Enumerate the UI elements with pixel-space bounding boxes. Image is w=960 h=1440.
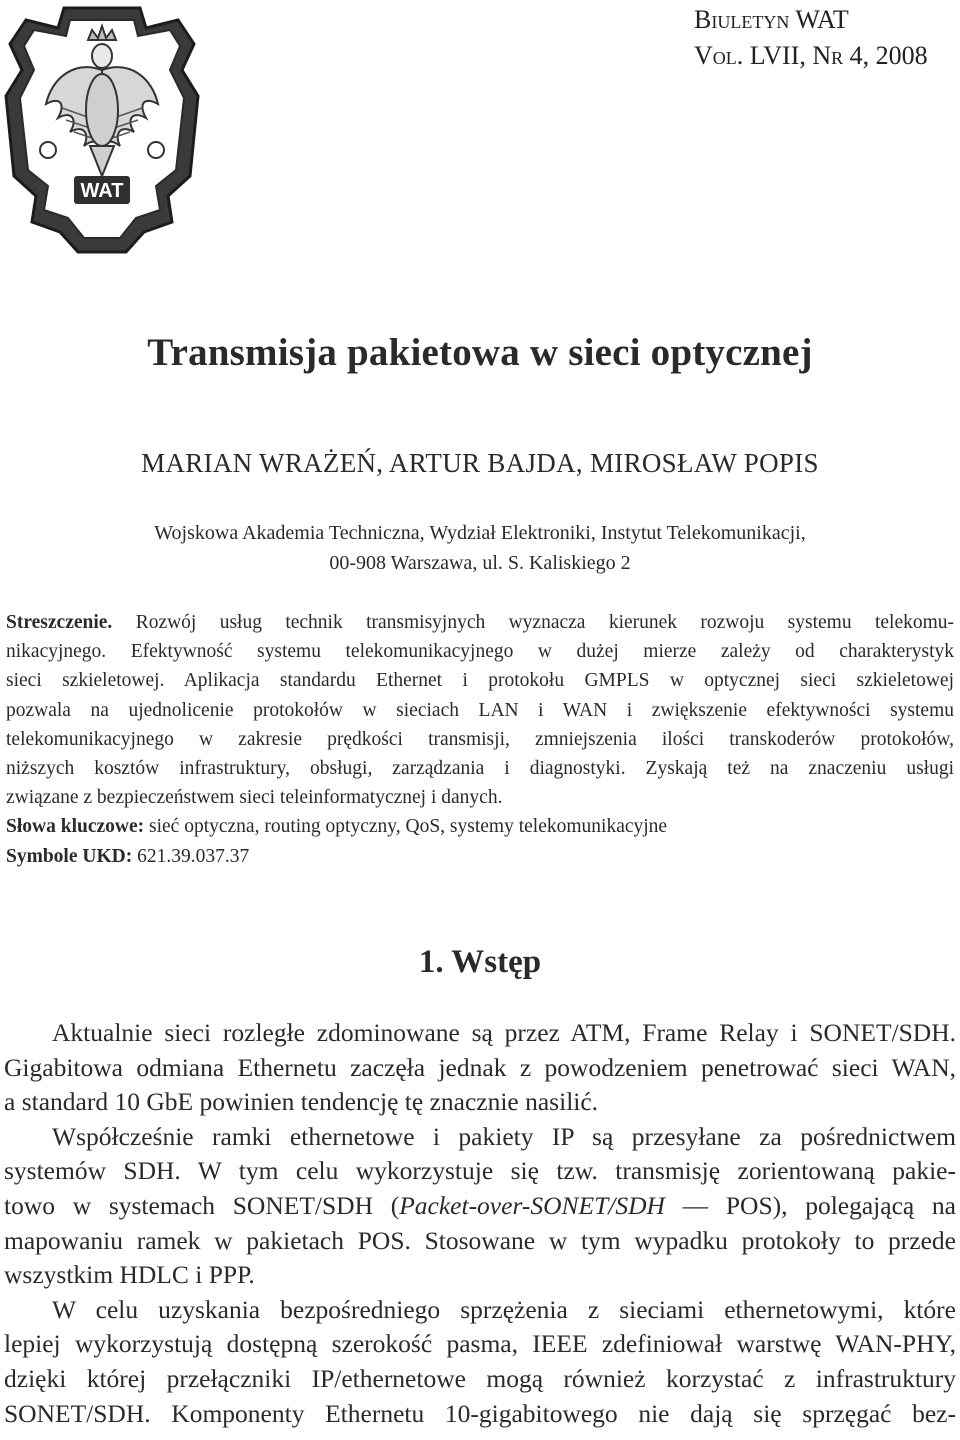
keywords-text: sieć optyczna, routing optyczny, QoS, systemy telekomunikacyjne (149, 816, 668, 838)
abstract-line: związane z bezpieczeństwem sieci teleinformatycznej i danych. (6, 787, 503, 809)
keywords-label: Słowa kluczowe: (6, 816, 145, 838)
body-line: Współcześnie ramki ethernetowe i pakiety IP są przesyłane za pośrednictwem (52, 1121, 956, 1151)
journal-volume: Vol. LVII, Nr 4, 2008 (694, 41, 928, 70)
body-line: Aktualnie sieci rozległe zdominowane są przez ATM, Frame Relay i SONET/SDH. (52, 1018, 956, 1047)
body-line (4, 1189, 956, 1224)
abstract-line: nikacyjnego. Efektywność systemu telekomunikacyjnego w dużej mierze zależy od charakterystyk (6, 641, 954, 663)
abstract-line: telekomunikacyjnego w zakresie prędkości transmisji, zmniejszenia ilości transkoderów protokołów, (6, 728, 954, 750)
abstract-line: pozwala na ujednolicenie protokołów w sieciach LAN i WAN i zwiększenie efektywności systemu (6, 699, 954, 721)
body-line: systemów SDH. W tym celu wykorzystuje się tzw. transmisję zorientowaną pakie- (4, 1156, 956, 1186)
wat-emblem-logo (4, 0, 200, 256)
body-text: towo w systemach SONET/SDH ( (4, 1190, 400, 1220)
body-line: mapowaniu ramek w pakietach POS. Stosowane w tym wypadku protokoły to przede (4, 1225, 956, 1255)
article-authors: MARIAN WRAŻEŃ, ARTUR BAJDA, MIROSŁAW POPIS (141, 448, 819, 478)
affiliation-line-2: 00-908 Warszawa, ul. S. Kaliskiego 2 (329, 552, 631, 574)
body-line: lepiej wykorzystują dostępną szerokość pasma, IEEE zdefiniował warstwę WAN-PHY, (4, 1329, 956, 1359)
abstract-line: sieci szkieletowej. Aplikacja standardu Ethernet i protokołu GMPLS w optycznej sieci szkieletowej (6, 670, 954, 692)
article-affiliation (0, 518, 960, 578)
ukd-value: 621.39.037.37 (137, 845, 250, 867)
body-text: — POS), polegającą na (664, 1190, 956, 1220)
body-line: dzięki której przełączniki IP/ethernetowe mogą również korzystać z infrastruktury (4, 1363, 956, 1393)
journal-name: Biuletyn WAT (694, 5, 849, 34)
keywords-line (6, 812, 954, 841)
journal-header (694, 2, 960, 74)
abstract-line: niższych kosztów infrastruktury, obsługi, zarządzania i diagnostyki. Zyskają też na znaczeniu usługi (6, 758, 954, 780)
ukd-label: Symbole UKD: (6, 845, 133, 867)
svg-text:WAT: WAT (80, 180, 124, 202)
abstract-label: Streszczenie. (6, 612, 113, 633)
body-line: a standard 10 GbE powinien tendencję tę znacznie nasilić. (4, 1087, 599, 1117)
article-title: Transmisja pakietowa w sieci optycznej (147, 331, 813, 374)
body-line: SONET/SDH. Komponenty Ethernetu 10-gigabitowego nie dają się sprzęgać bez- (4, 1398, 956, 1428)
section-heading: 1. Wstęp (418, 944, 542, 980)
abstract (6, 608, 954, 871)
ukd-line (6, 842, 954, 871)
abstract-line (6, 608, 954, 637)
body-line: Gigabitowa odmiana Ethernetu zaczęła jednak z powodzeniem penetrować sieci WAN, (4, 1052, 956, 1082)
affiliation-line-1: Wojskowa Akademia Techniczna, Wydział Elektroniki, Instytut Telekomunikacji, (154, 522, 806, 544)
body-line: W celu uzyskania bezpośredniego sprzężenia z sieciami ethernetowymi, które (52, 1294, 956, 1324)
body-italic-term: Packet-over-SONET/SDH (399, 1190, 665, 1220)
section-body (4, 1016, 956, 1431)
abstract-text: Rozwój usług technik transmisyjnych wyznacza kierunek rozwoju systemu telekomu- (135, 612, 955, 633)
body-line: wszystkim HDLC i PPP. (4, 1260, 255, 1290)
